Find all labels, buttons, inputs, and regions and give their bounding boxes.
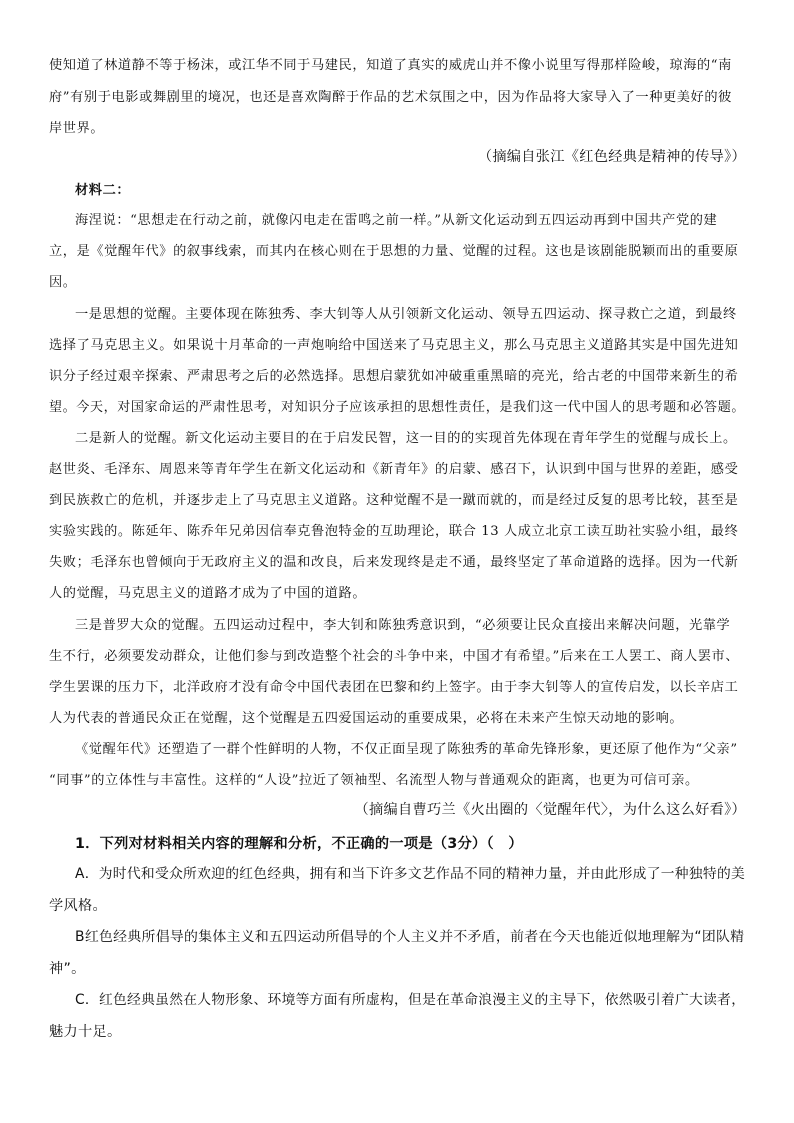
text-line: 三是普罗大众的觉醒。五四运动过程中，李大钊和陈独秀意识到，“必须要让民众直接出来解决问题，光靠学 [75,618,731,633]
text-line: 人为代表的普通民众正在觉醒，这个觉醒是五四爱国运动的重要成果，必将在未来产生惊天动地的影响。 [49,711,684,726]
text-line: 神”。 [49,961,86,977]
text-line: 识分子经过艰辛探索、严肃思考之后的必然选择。思想启蒙犹如冲破重重黑暗的亮光，给古老的中国带来新生的希 [49,369,739,384]
text-line: 二是新人的觉醒。新文化运动主要目的在于启发民智，这一目的的实现首先体现在青年学生的觉醒与成长上。 [75,431,737,446]
text-line: B红色经典所倡导的集体主义和五四运动所倡导的个人主义并不矛盾，前者在今天也能近似地理解为“团队精 [75,929,745,945]
text-line: 魅力十足。 [49,1024,122,1040]
text-line: 赵世炎、毛泽东、周恩来等青年学生在新文化运动和《新青年》的启蒙、感召下，认识到中国与世界的差距，感受 [49,462,739,477]
text-line: 望。今天，对国家命运的严肃性思考，对知识分子应该承担的思想性责任，是我们这一代中国人的思考题和必答题。 [49,400,745,415]
text-line: 学生罢课的压力下，北洋政府才没有命令中国代表团在巴黎和约上签字。由于李大钊等人的宣传启发，以长辛店工 [49,680,739,695]
text-line: 《觉醒年代》还塑造了一群个性鲜明的人物，不仅正面呈现了陈独秀的革命先锋形象，更还原了他作为“父亲” [75,742,738,757]
section-heading: 材料二： [75,183,131,198]
text-line: 学风格。 [49,898,107,914]
text-line: 选择了马克思主义。如果说十月革命的一声炮响给中国送来了马克思主义，那么马克思主义道路其实是中国先进知 [49,338,739,353]
text-line: A．为时代和受众所欢迎的红色经典，拥有和当下许多文艺作品不同的精神力量，并由此形成了一种独特的美 [75,866,746,882]
text-line: 海涅说：“思想走在行动之前，就像闪电走在雷鸣之前一样。”从新文化运动到五四运动再到中国共产党的建 [75,213,718,228]
text-line: 一是思想的觉醒。主要体现在陈独秀、李大钊等人从引领新文化运动、领导五四运动、探寻救亡之道，到最终 [75,307,737,322]
text-line: 实验实践的。陈延年、陈乔年兄弟因信奉克鲁泡特金的互助理论，联合 13 人成立北京工读互助社实验小组，最终 [49,524,739,539]
text-line: 使知道了林道静不等于杨沫，或江华不同于马建民，知道了真实的威虎山并不像小说里写得那样险峻，琼海的“南 [49,58,732,73]
text-line: 岸世界。 [49,121,105,136]
question-stem: 1．下列对材料相关内容的理解和分析，不正确的一项是（3分）（ ） [75,836,523,852]
source-citation: （摘编自张江《红色经典是精神的传导》） [477,149,746,165]
text-line: 失败；毛泽东也曾倾向于无政府主义的温和改良，后来发现终是走不通，最终坚定了革命道路的选择。因为一代新 [49,555,739,570]
text-line: “同事”的立体性与丰富性。这样的“人设”拉近了领袖型、名流型人物与普通观众的距离，也更为可信可亲。 [49,773,699,788]
text-line: C．红色经典虽然在人物形象、环境等方面有所虚构，但是在革命浪漫主义的主导下，依然吸引着广大读者， [75,992,746,1008]
text-line: 府”有别于电影或舞剧里的境况，也还是喜欢陶醉于作品的艺术氛围之中，因为作品将大家导入了一种更美好的彼 [49,90,732,105]
text-line: 立，是《觉醒年代》的叙事线索，而其内在核心则在于思想的力量、觉醒的过程。这也是该剧能脱颖而出的重要原 [49,244,739,259]
source-citation: （摘编自曹巧兰《火出圈的〈觉醒年代〉，为什么这么好看》） [354,802,746,818]
text-line: 人的觉醒，马克思主义的道路才成为了中国的道路。 [49,586,367,601]
text-line: 生不行，必须要发动群众，让他们参与到改造整个社会的斗争中来，中国才有希望。”后来在工人罢工、商人罢市、 [49,649,740,664]
text-line: 因。 [49,275,77,290]
text-line: 到民族救亡的危机，并逐步走上了马克思主义道路。这种觉醒不是一蹴而就的，而是经过反复的思考比较，甚至是 [49,493,739,508]
